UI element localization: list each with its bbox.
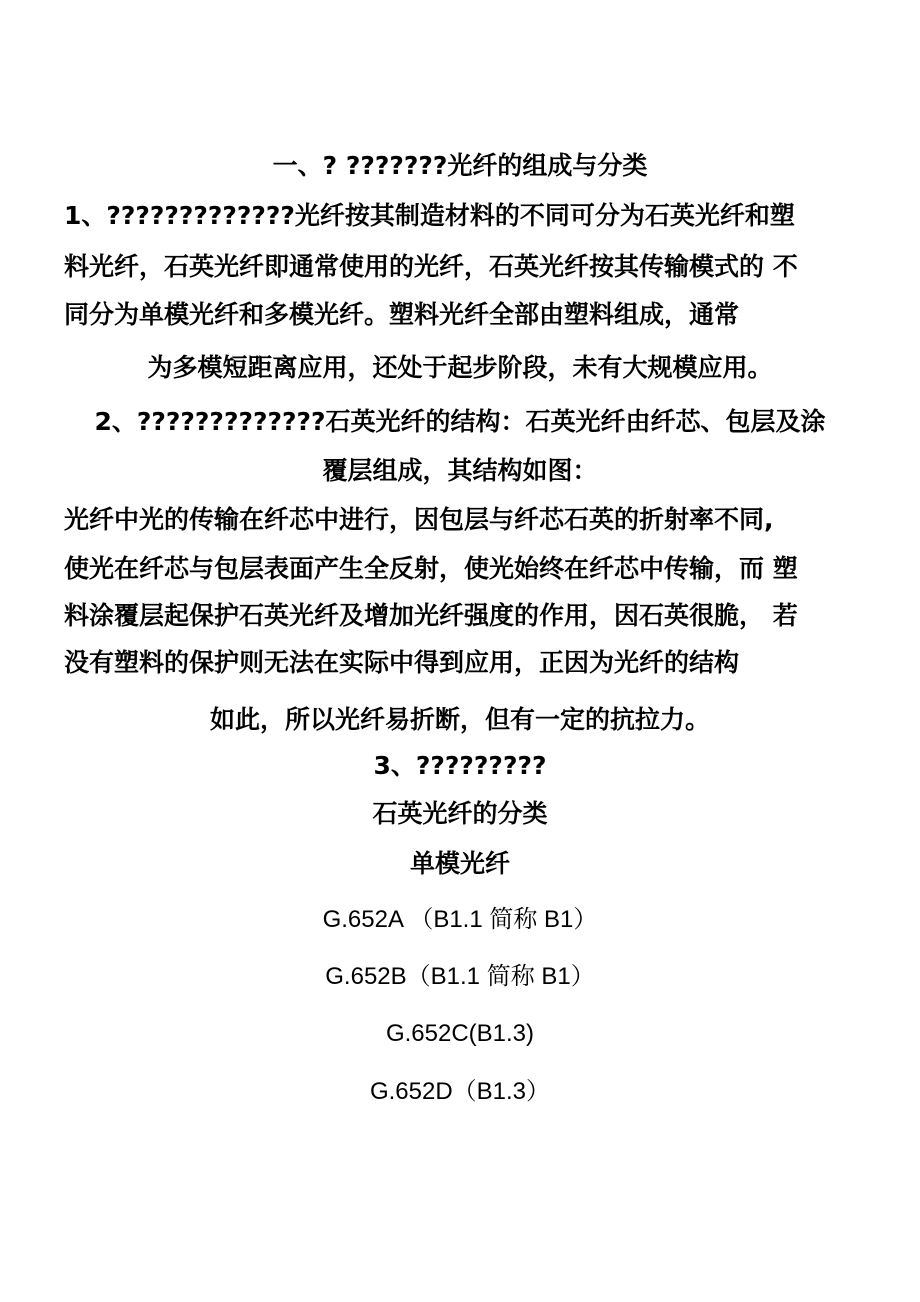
fiber-type-item: G.652D（B1.3） bbox=[369, 1078, 551, 1105]
section-heading: 一、? ???????光纤的组成与分类 bbox=[272, 151, 648, 180]
section1-line2: 料光纤，石英光纤即通常使用的光纤，石英光纤按其传输模式的 不 bbox=[64, 252, 798, 281]
section2-line7: 如此，所以光纤易折断，但有一定的抗拉力。 bbox=[209, 705, 710, 734]
section1-line4: 为多模短距离应用，还处于起步阶段，未有大规模应用。 bbox=[147, 353, 773, 382]
section3-subtitle: 单模光纤 bbox=[409, 849, 510, 878]
section2-line3: 光纤中光的传输在纤芯中进行，因包层与纤芯石英的折射率不同, bbox=[64, 505, 774, 534]
section2-line5: 料涂覆层起保护石英光纤及增加光纤强度的作用，因石英很脆， 若 bbox=[64, 601, 798, 630]
section2-line2: 覆层组成，其结构如图： bbox=[322, 456, 598, 485]
section2-line6: 没有塑料的保护则无法在实际中得到应用，正因为光纤的结构 bbox=[64, 648, 740, 677]
fiber-type-item: G.652B（B1.1 简称 B1） bbox=[325, 963, 595, 990]
section2-line4: 使光在纤芯与包层表面产生全反射，使光始终在纤芯中传输，而 塑 bbox=[64, 554, 798, 583]
section1-line1: 1、?????????????光纤按其制造材料的不同可分为石英光纤和塑 bbox=[64, 201, 795, 230]
fiber-type-item: G.652C(B1.3) bbox=[385, 1020, 535, 1047]
section2-line1: 2、?????????????石英光纤的结构：石英光纤由纤芯、包层及涂 bbox=[94, 407, 826, 436]
section3-title: 石英光纤的分类 bbox=[372, 799, 548, 828]
section3-number: 3、????????? bbox=[373, 751, 547, 780]
section1-line3: 同分为单模光纤和多模光纤。塑料光纤全部由塑料组成，通常 bbox=[64, 300, 740, 329]
fiber-type-item: G.652A （B1.1 简称 B1） bbox=[322, 906, 598, 933]
